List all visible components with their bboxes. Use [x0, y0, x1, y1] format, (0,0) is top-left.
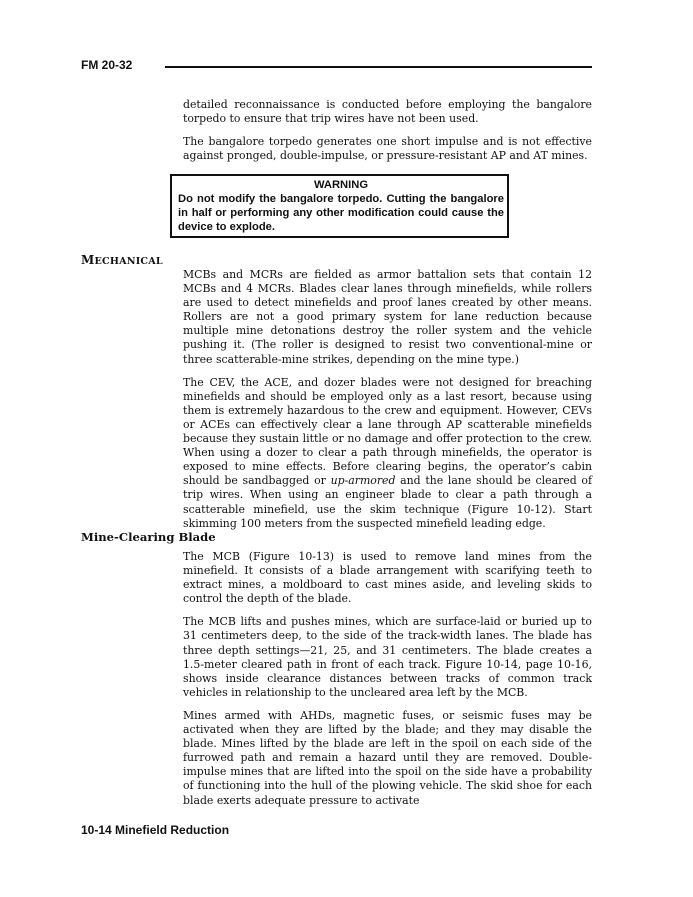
- header-rule: [165, 66, 592, 68]
- emphasis: up-armored: [330, 474, 396, 488]
- text-run: The CEV, the ACE, and dozer blades were not designed for breaching minefields and should be employed only as a last resort, because using them is extremely hazardous to the crew and equipment. However, CEVs or ACEs can effectively clear a lane through AP scatterable minefields because they sustain little or no damage and offer protection to the crew. When using a dozer to clear a path through minefields, the operator is exposed to mine effects. Before clearing begins, the operator’s cabin should be sandbagged or: [183, 375, 592, 488]
- running-header: FM 20-32: [81, 58, 133, 72]
- heading-rest: ECHANICAL: [94, 256, 163, 267]
- warning-title: WARNING: [313, 179, 369, 191]
- paragraph: detailed reconnaissance is conducted before employing the bangalore torpedo to ensure that trip wires have not been used.: [183, 98, 592, 126]
- paragraph: Mines armed with AHDs, magnetic fuses, or seismic fuses may be activated when they are lifted by the blade; and they may disable the blade. Mines lifted by the blade are left in the spoil on each side of the furrowed path and remain a hazard until they are removed. Double-impulse mines that are lifted into the spoil on the side have a probability of functioning into the hull of the plowing vehicle. The skid shoe for each blade exerts adequate pressure to activate: [183, 708, 592, 807]
- subheading-mine-clearing-blade: Mine-Clearing Blade: [81, 530, 216, 544]
- warning-box: [170, 174, 509, 238]
- text-run: and the lane should be cleared of trip wires. When using an engineer blade to clear a path through a scatterable minefield, use the skim technique (Figure 10-12). Start skimming 100 meters from the suspected minefield leading edge.: [183, 474, 593, 530]
- warning-text: Do not modify the bangalore torpedo. Cutting the bangalore in half or performing any other modification could cause the device to explode.: [178, 193, 504, 233]
- paragraph: [183, 376, 592, 531]
- paragraph: The MCB lifts and pushes mines, which are surface-laid or buried up to 31 centimeters deep, to the side of the track-width lanes. The blade has three depth settings—21, 25, and 31 centimeters. The blade creates a 1.5-meter cleared path in front of each track. Figure 10-14, page 10-16, shows inside clearance distances between tracks of common track vehicles in relationship to the uncleared area left by the MCB.: [183, 615, 592, 699]
- paragraph: MCBs and MCRs are fielded as armor battalion sets that contain 12 MCBs and 4 MCRs. Blades clear lanes through minefields, while rollers are used to detect minefields and proof lanes created by other means. Rollers are not a good primary system for lane reduction because multiple mine detonations destroy the roller system and the vehicle pushing it. (The roller is designed to resist two conventional-mine or three scatterable-mine strikes, depending on the mine type.): [183, 268, 592, 366]
- mechanical-text: [183, 268, 592, 540]
- intro-text: [183, 98, 592, 172]
- section-heading-mechanical: [81, 253, 163, 267]
- paragraph: The MCB (Figure 10-13) is used to remove land mines from the minefield. It consists of a blade arrangement with scarifying teeth to extract mines, a moldboard to cast mines aside, and leveling skids to control the depth of the blade.: [183, 550, 592, 606]
- heading-initial: M: [81, 253, 95, 267]
- mcb-text: [183, 550, 592, 817]
- paragraph: The bangalore torpedo generates one short impulse and is not effective against pronged, double-impulse, or pressure-resistant AP and AT mines.: [183, 135, 592, 163]
- page-footer: 10-14 Minefield Reduction: [81, 823, 230, 837]
